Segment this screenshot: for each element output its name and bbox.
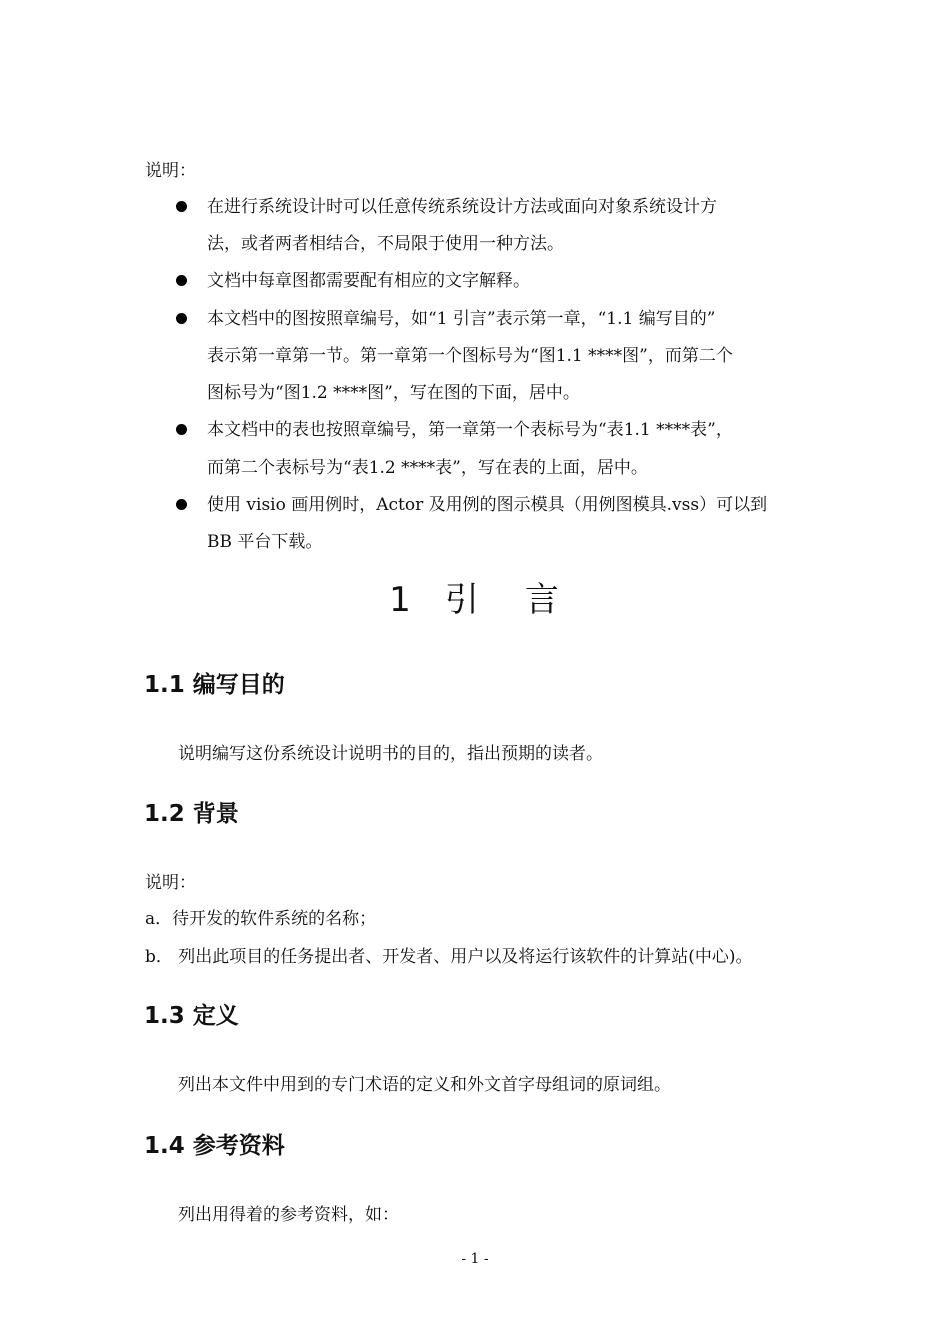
bullet-text-line: 本文档中的图按照章编号，如“1 引言”表示第一章，“1.1 编写目的”	[207, 309, 716, 329]
bullet-icon	[176, 201, 187, 212]
chapter-title-char: 引	[444, 580, 481, 620]
section-body-definitions: 列出本文件中用到的专门术语的定义和外文首字母组词的原词组。	[178, 1075, 671, 1095]
background-item-a: a．待开发的软件系统的名称；	[145, 909, 377, 929]
bullet-text-line: 在进行系统设计时可以任意传统系统设计方法或面向对象系统设计方	[207, 197, 717, 217]
bullet-icon	[176, 424, 187, 435]
section-heading-definitions: 1.3 定义	[144, 1003, 239, 1029]
bullet-text-line: 本文档中的表也按照章编号，第一章第一个表标号为“表1.1 ****表”，	[207, 420, 733, 440]
chapter-title	[0, 578, 950, 622]
intro-label: 说明：	[145, 161, 196, 181]
bullet-text-line: 表示第一章第一节。第一章第一个图标号为“图1.1 ****图”，而第二个	[207, 346, 733, 366]
bullet-icon	[176, 499, 187, 510]
bullet-icon	[176, 313, 187, 324]
background-label: 说明：	[145, 873, 196, 893]
section-body-references: 列出用得着的参考资料，如：	[178, 1205, 399, 1225]
bullet-text-line: 文档中每章图都需要配有相应的文字解释。	[207, 271, 530, 291]
background-item-b: b． 列出此项目的任务提出者、开发者、用户以及将运行该软件的计算站(中心)。	[145, 947, 753, 967]
chapter-number: 1	[389, 580, 413, 620]
bullet-icon	[176, 275, 187, 286]
chapter-title-char: 言	[524, 580, 561, 620]
bullet-text-line: 而第二个表标号为“表1.2 ****表”，写在表的上面，居中。	[207, 458, 648, 478]
bullet-text-line: 图标号为“图1.2 ****图”，写在图的下面，居中。	[207, 383, 580, 403]
bullet-text-line: 使用 visio 画用例时，Actor 及用例的图示模具（用例图模具.vss）可以到	[207, 495, 768, 515]
section-heading-purpose: 1.1 编写目的	[144, 672, 285, 698]
section-heading-references: 1.4 参考资料	[144, 1133, 285, 1159]
page-number: - 1 -	[461, 1251, 489, 1267]
section-heading-background: 1.2 背景	[144, 801, 239, 827]
bullet-text-line: BB 平台下载。	[207, 532, 323, 552]
section-body-purpose: 说明编写这份系统设计说明书的目的，指出预期的读者。	[178, 744, 603, 764]
bullet-text-line: 法，或者两者相结合，不局限于使用一种方法。	[207, 234, 564, 254]
